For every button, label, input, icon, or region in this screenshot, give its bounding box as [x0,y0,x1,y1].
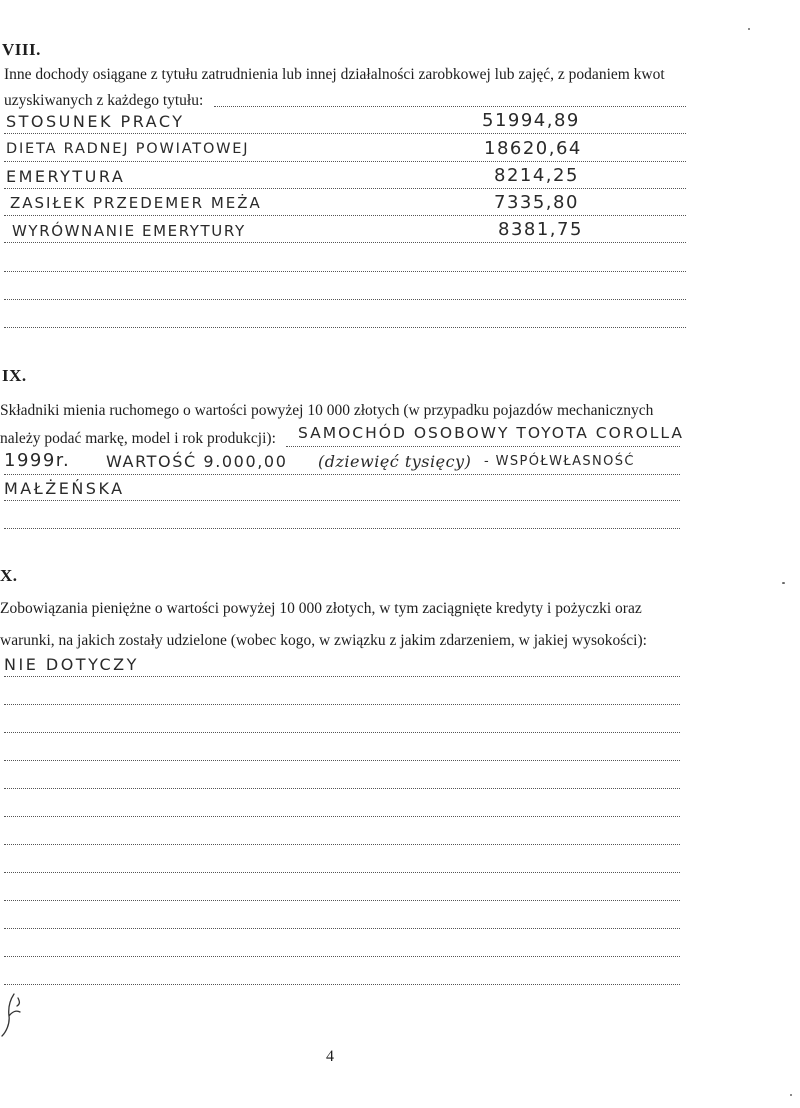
scan-speck [782,582,785,584]
dotted-line [4,161,686,162]
dotted-line [4,500,680,501]
income-label-4: ZASIŁEK PRZEDEMER MEŻA [10,194,262,212]
section-viii-title: VIII. [2,40,41,59]
dotted-line [4,474,680,475]
dotted-line [4,788,680,789]
dotted-line [214,106,686,107]
ix-answer-year: 1999r. [4,450,71,471]
income-amount-3: 8214,25 [494,165,579,186]
income-amount-1: 51994,89 [482,110,580,131]
dotted-line [4,928,680,929]
ix-answer-rest: - WSPÓŁWŁASNOŚĆ [484,454,635,469]
ix-answer-line1: SAMOCHÓD OSOBOWY TOYOTA COROLLA [298,424,685,442]
section-x-title: X. [0,566,18,585]
scan-speck [790,1094,792,1096]
dotted-line [4,299,686,300]
ix-answer-line3: MAŁŻEŃSKA [4,479,125,498]
section-ix-title: IX. [2,366,27,385]
section-x-question-line1: Zobowiązania pieniężne o wartości powyżej 10 000 złotych, w tym zaciągnięte kredyty i pożyczki oraz [0,600,642,617]
section-ix-question-line1: Składniki mienia ruchomego o wartości powyżej 10 000 złotych (w przypadku pojazdów mechanicznych [0,402,654,419]
dotted-line [4,528,680,529]
dotted-line [4,844,680,845]
dotted-line [286,446,680,447]
scan-speck [748,28,750,30]
dotted-line [4,900,680,901]
section-ix-question-line2: należy podać markę, model i rok produkcji): [0,430,276,447]
dotted-line [4,133,686,134]
dotted-line [4,732,680,733]
income-label-3: EMERYTURA [6,167,126,186]
dotted-line [4,676,680,677]
dotted-line [4,956,680,957]
x-answer-line1: NIE DOTYCZY [4,655,139,674]
dotted-line [4,872,680,873]
dotted-line [4,271,686,272]
dotted-line [4,215,686,216]
dotted-line [4,242,686,243]
section-viii-question-line2: uzyskiwanych z każdego tytułu: [4,92,204,109]
section-viii-question-line1: Inne dochody osiągane z tytułu zatrudnienia lub innej działalności zarobkowej lub zajęć, z podaniem kwot [4,66,665,83]
income-amount-2: 18620,64 [484,138,582,159]
dotted-line [4,704,680,705]
income-label-1: STOSUNEK PRACY [6,112,185,131]
income-label-5: WYRÓWNANIE EMERYTURY [12,222,246,240]
ix-answer-value: WARTOŚĆ 9.000,00 [106,452,288,471]
dotted-line [4,984,680,985]
dotted-line [4,760,680,761]
page-number: 4 [326,1048,334,1065]
dotted-line [4,327,686,328]
initials-signature [0,990,30,1040]
income-label-2: DIETA RADNEJ POWIATOWEJ [6,141,250,157]
section-x-question-line2: warunki, na jakich zostały udzielone (wobec kogo, w związku z jakim zdarzeniem, w jakiej wysokości): [0,632,647,649]
dotted-line [4,188,686,189]
dotted-line [4,816,680,817]
income-amount-5: 8381,75 [498,219,583,240]
income-amount-4: 7335,80 [494,192,579,213]
ix-answer-words: (dziewięć tysięcy) [318,452,472,471]
